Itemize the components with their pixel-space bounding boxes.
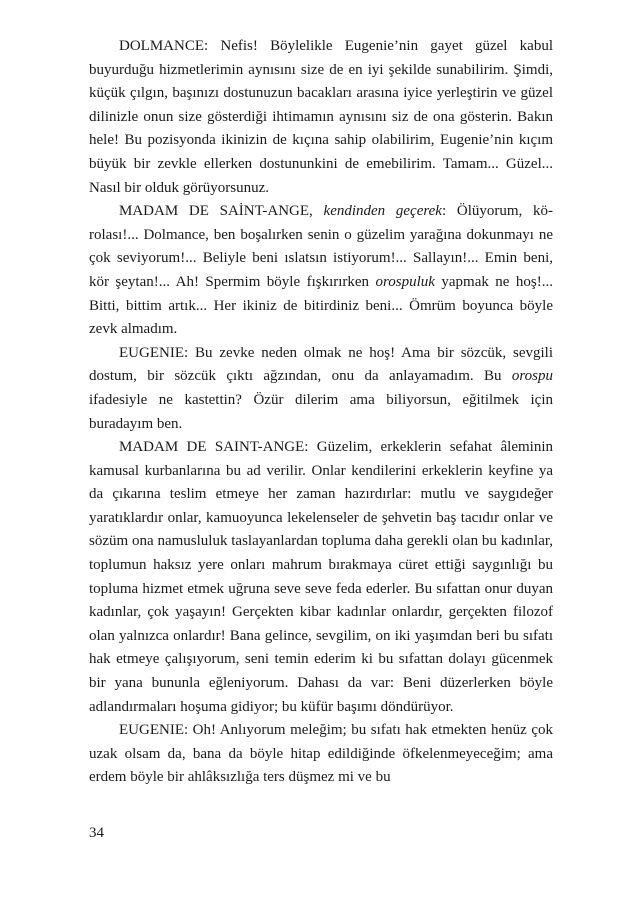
- paragraph-text: EUGENIE: Bu zevke neden olmak ne hoş! Ama bir sözcük, sevgili dostum, bir sözcük çıktı ağzından, onu da anlayamadım. Bu: [89, 344, 553, 385]
- paragraph-eugenie-2: [89, 719, 553, 790]
- paragraph-saint-ange-1: [89, 200, 553, 342]
- paragraph-text: MADAM DE SAINT-ANGE: Güzelim, erkeklerin sefahat âleminin kamusal kurbanlarına bu ad verilir. Onlar kendilerini erkeklerin keyfine ya da çıkarına teslim etmeye her zaman hazırdırlar: mutlu ve saygıdeğer yaratıklardır onlar, kamuoyunca lekelenseler de şehvetin baş tacıdır onlar ve sözüm ona namusluluk taslayanlardan topluma daha gerekli olan bu kadınlar, toplumun haksız yere onları mahrum bırakmaya cüret ettiği saygınlığı bu topluma hizmet etmek uğruna seve seve feda ederler. Bu sıfattan onur duyan kadınlar, çok yaşayın! Gerçekten kibar kadınlar onlardır, gerçekten filozof olan yalnızca onlardır! Bana gelince, sevgilim, on iki yaşımdan beri bu sıfatı hak etmeye çalışıyorum, seni temin ederim ki bu sıfattan dolayı gücenmek bir yana bununla eğleniyorum. Dahası da var: Beni düzerlerken böyle adlandırmaları hoşuma gidiyor; bu küfür başımı döndürüyor.: [89, 439, 553, 715]
- paragraph-text: yapmak ne hoş!... Bitti, bittim artık... Her ikiniz de bitirdiniz beni... Ömrüm boyunca böyle zevk almadım.: [89, 273, 553, 338]
- paragraph-text: MADAM DE SAİNT-ANGE,: [119, 203, 324, 220]
- paragraph-eugenie-1: [89, 342, 553, 436]
- paragraph-text: EUGENIE: Oh! Anlıyorum meleğim; bu sıfatı hak etmekten henüz çok uzak olsam da, bana da böyle hitap edildiğinde öfkelenmeyeceğim; ama erdem böyle bir ahlâksızlığa ters düşmez mi ve bu: [89, 722, 553, 786]
- paragraph-dolmance: [89, 35, 553, 200]
- emphasized-word: orospu: [511, 368, 553, 385]
- emphasized-word: orospuluk: [375, 273, 435, 290]
- page-number: 34: [89, 825, 104, 841]
- paragraph-text: : Ölüyorum, kö-rolası!... Dolmance, ben boşalırken senin o güzelim yarağına dokunmayı ne çok seviyorum!... Beliyle beni ıslatsın istiyorum!... Sallayın!... Emin beni, kör şeytan!... Ah! Spermim böyle fışkırırken: [89, 203, 553, 290]
- page-body: [89, 35, 553, 790]
- paragraph-text: ifadesiyle ne kastettin? Özür dilerim ama biliyorsun, eğitilmek için buradayım ben.: [89, 391, 553, 432]
- paragraph-saint-ange-2: [89, 436, 553, 719]
- paragraph-text: DOLMANCE: Nefis! Böylelikle Eugenie’nin gayet güzel kabul buyurduğu hizmetlerimin aynısını size de en iyi şekilde sunabilirim. Şimdi, küçük çılgın, başınızı dostunuzun bacakları arasına iyice yerleştirin ve güzel dilinizle onun size gösterdiği ihtimamın aynısını siz de ona gösterin. Bakın hele! Bu pozisyonda ikinizin de kıçına sahip olabilirim, Eugenie’nin kıçım büyük bir zevkle ellerken dostununkini de emebilirim. Tamam... Güzel... Nasıl bir olduk görüyorsunuz.: [89, 38, 553, 196]
- stage-direction: kendinden geçerek: [323, 203, 442, 220]
